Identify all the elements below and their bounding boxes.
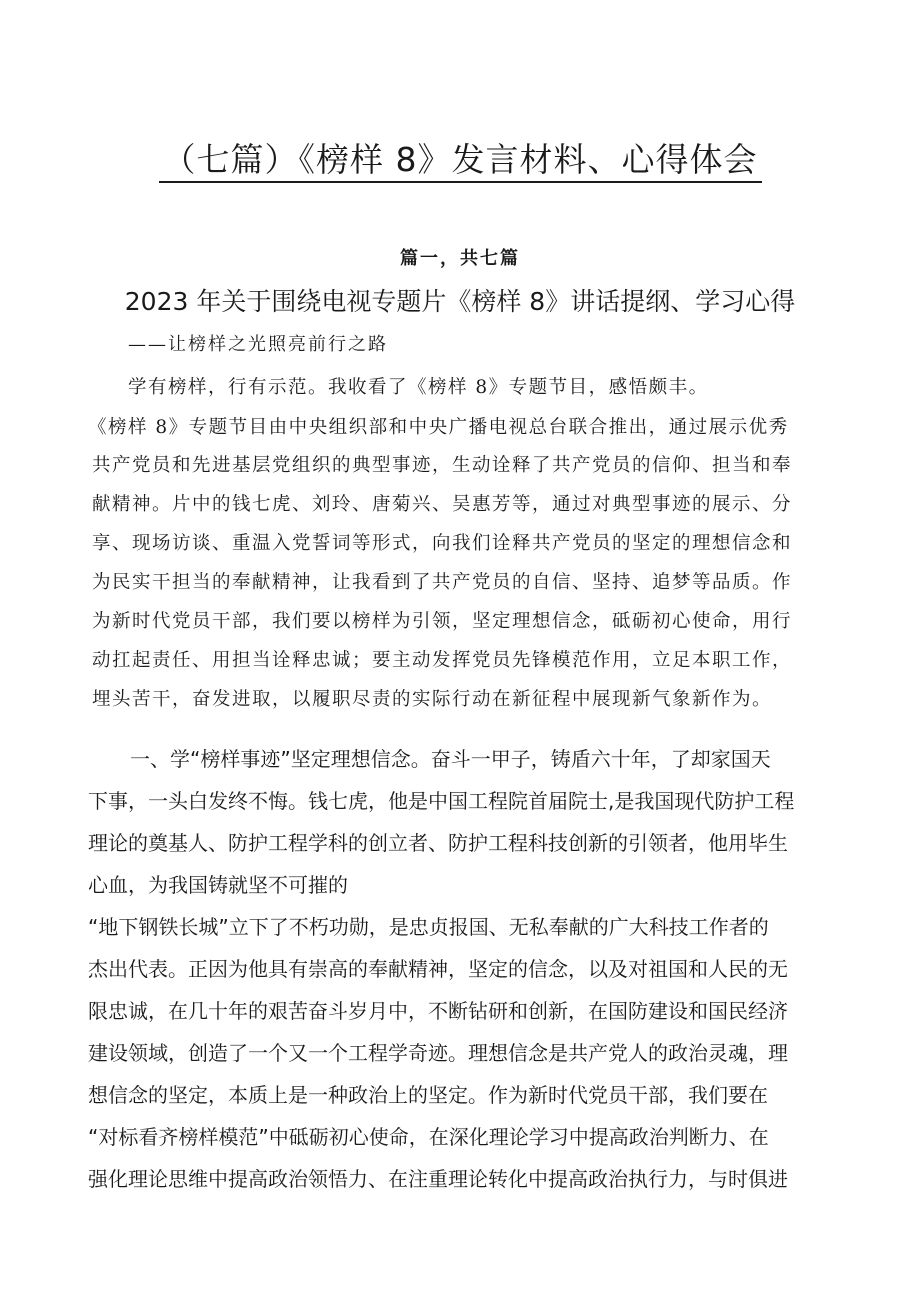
intro-line: 埋头苦干，奋发进取，以履职尽责的实际行动在新征程中展现新气象新作为。 — [92, 689, 773, 710]
body-line: 限忠诚，在几十年的艰苦奋斗岁月中，不断钻研和创新，在国防建设和国民经济 — [88, 999, 788, 1023]
intro-line: 享、现场访谈、重温入党誓词等形式，向我们诠释共产党员的坚定的理想信念和 — [92, 533, 793, 554]
intro-line: 动扛起责任、用担当诠释忠诚；要主动发挥党员先锋模范作用，立足本职工作， — [92, 650, 793, 671]
body-line: 建设领域，创造了一个又一个工程学奇迹。理想信念是共产党人的政治灵魂，理 — [88, 1041, 788, 1065]
intro-line: 《榜样 8》专题节目由中央组织部和中央广播电视总台联合推出，通过展示优秀 — [88, 417, 789, 438]
article-title: 2023 年关于围绕电视专题片《榜样 8》讲话提纲、学习心得 — [124, 287, 796, 316]
body-line: 下事，一头白发终不悔。钱七虎，他是中国工程院首届院士,是我国现代防护工程 — [88, 789, 795, 813]
body-line: 想信念的坚定，本质上是一种政治上的坚定。作为新时代党员干部，我们要在 — [88, 1083, 768, 1107]
intro-line: 献精神。片中的钱七虎、刘玲、唐菊兴、吴惠芳等，通过对典型事迹的展示、分 — [92, 494, 793, 515]
body-line: 强化理论思维中提高政治领悟力、在注重理论转化中提高政治执行力，与时俱进 — [88, 1167, 788, 1191]
article-subtitle: ——让榜样之光照亮前行之路 — [128, 334, 388, 355]
document-title-text: （七篇）《榜样 8》发言材料、心得体会 — [159, 140, 762, 183]
body-line: 理论的奠基人、防护工程学科的创立者、防护工程科技创新的引领者，他用毕生 — [88, 831, 788, 855]
body-line: “对标看齐榜样模范”中砥砺初心使命，在深化理论学习中提高政治判断力、在 — [88, 1125, 769, 1149]
intro-line: 共产党员和先进基层党组织的典型事迹，生动诠释了共产党员的信仰、担当和奉 — [92, 455, 793, 476]
body-line: 杰出代表。正因为他具有崇高的奉献精神，坚定的信念，以及对祖国和人民的无 — [88, 957, 788, 981]
body-line: “地下钢铁长城”立下了不朽功勋，是忠贞报国、无私奉献的广大科技工作者的 — [88, 915, 769, 939]
section-label: 篇一，共七篇 — [400, 248, 520, 269]
intro-line: 学有榜样，行有示范。我收看了《榜样 8》专题节目，感悟颇丰。 — [128, 377, 709, 398]
document-title — [0, 138, 920, 182]
body-line: 一、学“榜样事迹”坚定理想信念。奋斗一甲子，铸盾六十年，了却家国天 — [130, 747, 771, 771]
body-line: 心血，为我国铸就坚不可摧的 — [88, 873, 348, 897]
intro-line: 为新时代党员干部，我们要以榜样为引领，坚定理想信念，砥砺初心使命，用行 — [92, 611, 793, 632]
intro-line: 为民实干担当的奉献精神，让我看到了共产党员的自信、坚持、追梦等品质。作 — [92, 572, 793, 593]
